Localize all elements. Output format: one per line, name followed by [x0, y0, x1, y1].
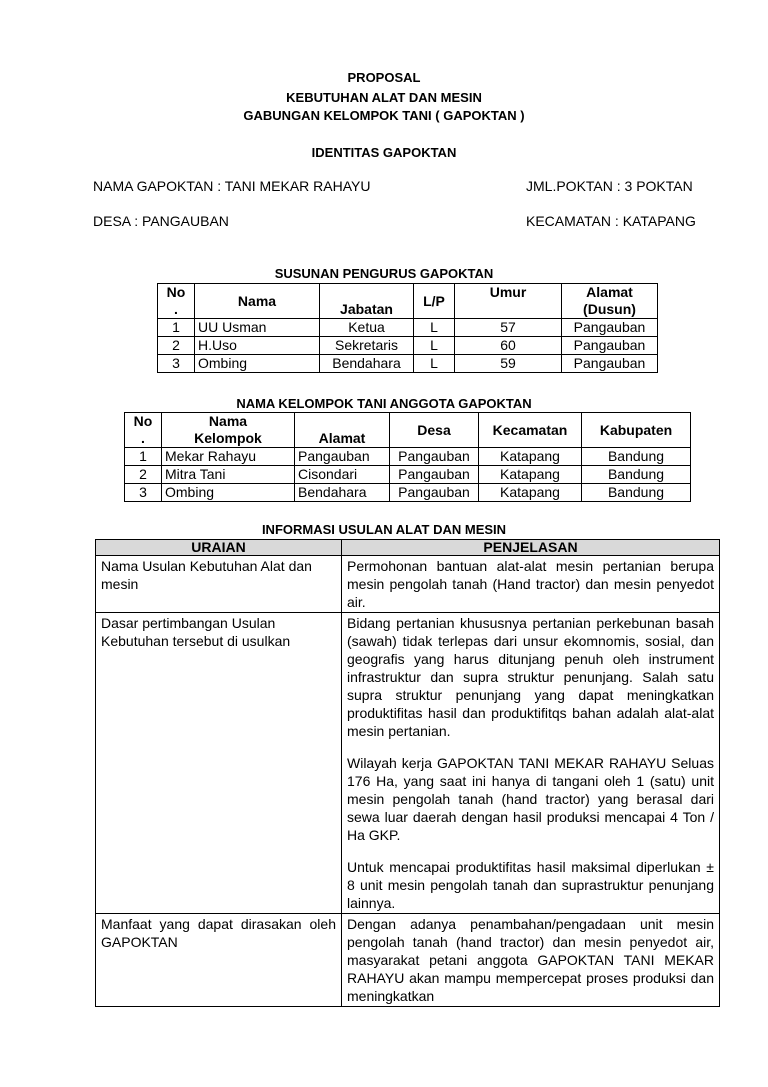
section-info: INFORMASI USULAN ALAT DAN MESIN [261, 522, 507, 537]
table-row [96, 613, 720, 914]
cell-nama: Mitra Tani [162, 466, 295, 484]
table-header-row [158, 284, 658, 319]
cell-alamat: Cisondari [295, 466, 390, 484]
table-row [158, 337, 658, 355]
cell-lp: L [414, 319, 455, 337]
cell-umur: 59 [455, 355, 562, 373]
cell-alamat: Pangauban [562, 319, 658, 337]
col-no-dot: . [141, 430, 145, 446]
cell-jabatan: Ketua [320, 319, 414, 337]
doc-subtitle-2: GABUNGAN KELOMPOK TANI ( GAPOKTAN ) [243, 108, 525, 123]
cell-kecamatan: Katapang [479, 466, 582, 484]
cell-umur: 60 [455, 337, 562, 355]
kelompok-table [124, 412, 691, 502]
cell-kabupaten: Bandung [582, 448, 691, 466]
col-lp: L/P [414, 284, 455, 319]
col-dusun: (Dusun) [583, 301, 636, 317]
cell-lp: L [414, 355, 455, 373]
cell-uraian: Nama Usulan Kebutuhan Alat dan mesin [96, 556, 342, 613]
cell-jabatan: Bendahara [320, 355, 414, 373]
cell-nama: UU Usman [195, 319, 320, 337]
table-header-row [96, 540, 720, 556]
cell-kabupaten: Bandung [582, 484, 691, 502]
cell-lp: L [414, 337, 455, 355]
cell-nama: Ombing [195, 355, 320, 373]
cell-no: 1 [158, 319, 195, 337]
cell-no: 3 [125, 484, 162, 502]
col-nama: Nama [195, 284, 320, 319]
col-kabupaten: Kabupaten [582, 413, 691, 448]
col-no-dot: . [174, 301, 178, 317]
cell-umur: 57 [455, 319, 562, 337]
identity-desa: DESA : PANGAUBAN [93, 213, 229, 229]
cell-penjelasan: Dengan adanya penambahan/pengadaan unit mesin pengolah tanah (hand tractor) dan mesin penyedot air, masyarakat petani anggota GAPOKTAN TANI MEKAR RAHAYU akan mampu mempercepat proses produksi dan meningkatkan [347, 916, 714, 1004]
table-row [125, 484, 691, 502]
table-row [96, 556, 720, 613]
cell-uraian: Dasar pertimbangan Usulan Kebutuhan tersebut di usulkan [96, 613, 342, 914]
col-alamat: Alamat [586, 284, 633, 300]
col-uraian: URAIAN [96, 540, 342, 556]
cell-alamat: Bendahara [295, 484, 390, 502]
table-row [96, 914, 720, 1007]
col-alamat: Alamat [295, 413, 390, 448]
cell-no: 1 [125, 448, 162, 466]
cell-desa: Pangauban [390, 466, 479, 484]
doc-title: PROPOSAL [347, 70, 421, 85]
cell-alamat: Pangauban [562, 355, 658, 373]
info-table [95, 539, 720, 1007]
col-penjelasan: PENJELASAN [342, 540, 720, 556]
table-row [125, 448, 691, 466]
col-desa: Desa [390, 413, 479, 448]
cell-nama: H.Uso [195, 337, 320, 355]
cell-no: 2 [158, 337, 195, 355]
section-pengurus: SUSUNAN PENGURUS GAPOKTAN [274, 266, 494, 281]
cell-penjelasan: Permohonan bantuan alat-alat mesin pertanian berupa mesin pengolah tanah (Hand tractor) dan mesin penyedot air. [347, 558, 714, 610]
identity-jml: JML.POKTAN : 3 POKTAN [526, 178, 693, 194]
cell-kecamatan: Katapang [479, 484, 582, 502]
doc-subtitle: KEBUTUHAN ALAT DAN MESIN [286, 90, 482, 105]
col-jabatan: Jabatan [320, 284, 414, 319]
cell-no: 3 [158, 355, 195, 373]
cell-desa: Pangauban [390, 448, 479, 466]
col-umur: Umur [455, 284, 562, 319]
cell-kabupaten: Bandung [582, 466, 691, 484]
cell-penjelasan: Wilayah kerja GAPOKTAN TANI MEKAR RAHAYU Seluas 176 Ha, yang saat ini hanya di tangani oleh 1 (satu) unit mesin pengolah tanah (hand tractor) yang berasal dari sewa luar daerah dengan hasil produksi mencapai 4 Ton / Ha GKP. [347, 755, 714, 843]
table-row [158, 319, 658, 337]
cell-penjelasan: Untuk mencapai produktifitas hasil maksimal diperlukan ± 8 unit mesin pengolah tanah dan suprastruktur penunjang lainnya. [347, 859, 714, 911]
table-row [158, 355, 658, 373]
pengurus-table [157, 283, 658, 373]
col-kecamatan: Kecamatan [479, 413, 582, 448]
cell-nama: Mekar Rahayu [162, 448, 295, 466]
section-identitas: IDENTITAS GAPOKTAN [311, 145, 457, 160]
cell-penjelasan: Bidang pertanian khususnya pertanian perkebunan basah (sawah) tidak terlepas dari unsur ekomnomis, sosial, dan geografis yang harus ditunjang penuh oleh instrument infrastruktur dan supra struktur penunjang. Salah satu supra struktur penunjang yang dapat meningkatkan produktifitas hasil dan produktifitqs bahan adalah alat-alat mesin pertanian. [347, 615, 714, 739]
cell-jabatan: Sekretaris [320, 337, 414, 355]
table-header-row [125, 413, 691, 448]
col-no: No [166, 284, 186, 300]
cell-nama: Ombing [162, 484, 295, 502]
cell-uraian: Manfaat yang dapat dirasakan oleh GAPOKTAN [96, 914, 342, 1007]
identity-nama: NAMA GAPOKTAN : TANI MEKAR RAHAYU [93, 178, 371, 194]
cell-alamat: Pangauban [295, 448, 390, 466]
col-kelompok: Kelompok [194, 430, 262, 446]
table-row [125, 466, 691, 484]
cell-kecamatan: Katapang [479, 448, 582, 466]
col-no: No [133, 413, 153, 429]
section-kelompok: NAMA KELOMPOK TANI ANGGOTA GAPOKTAN [236, 396, 532, 411]
cell-no: 2 [125, 466, 162, 484]
cell-alamat: Pangauban [562, 337, 658, 355]
identity-kecamatan: KECAMATAN : KATAPANG [526, 213, 696, 229]
col-nama: Nama [208, 413, 248, 429]
cell-desa: Pangauban [390, 484, 479, 502]
